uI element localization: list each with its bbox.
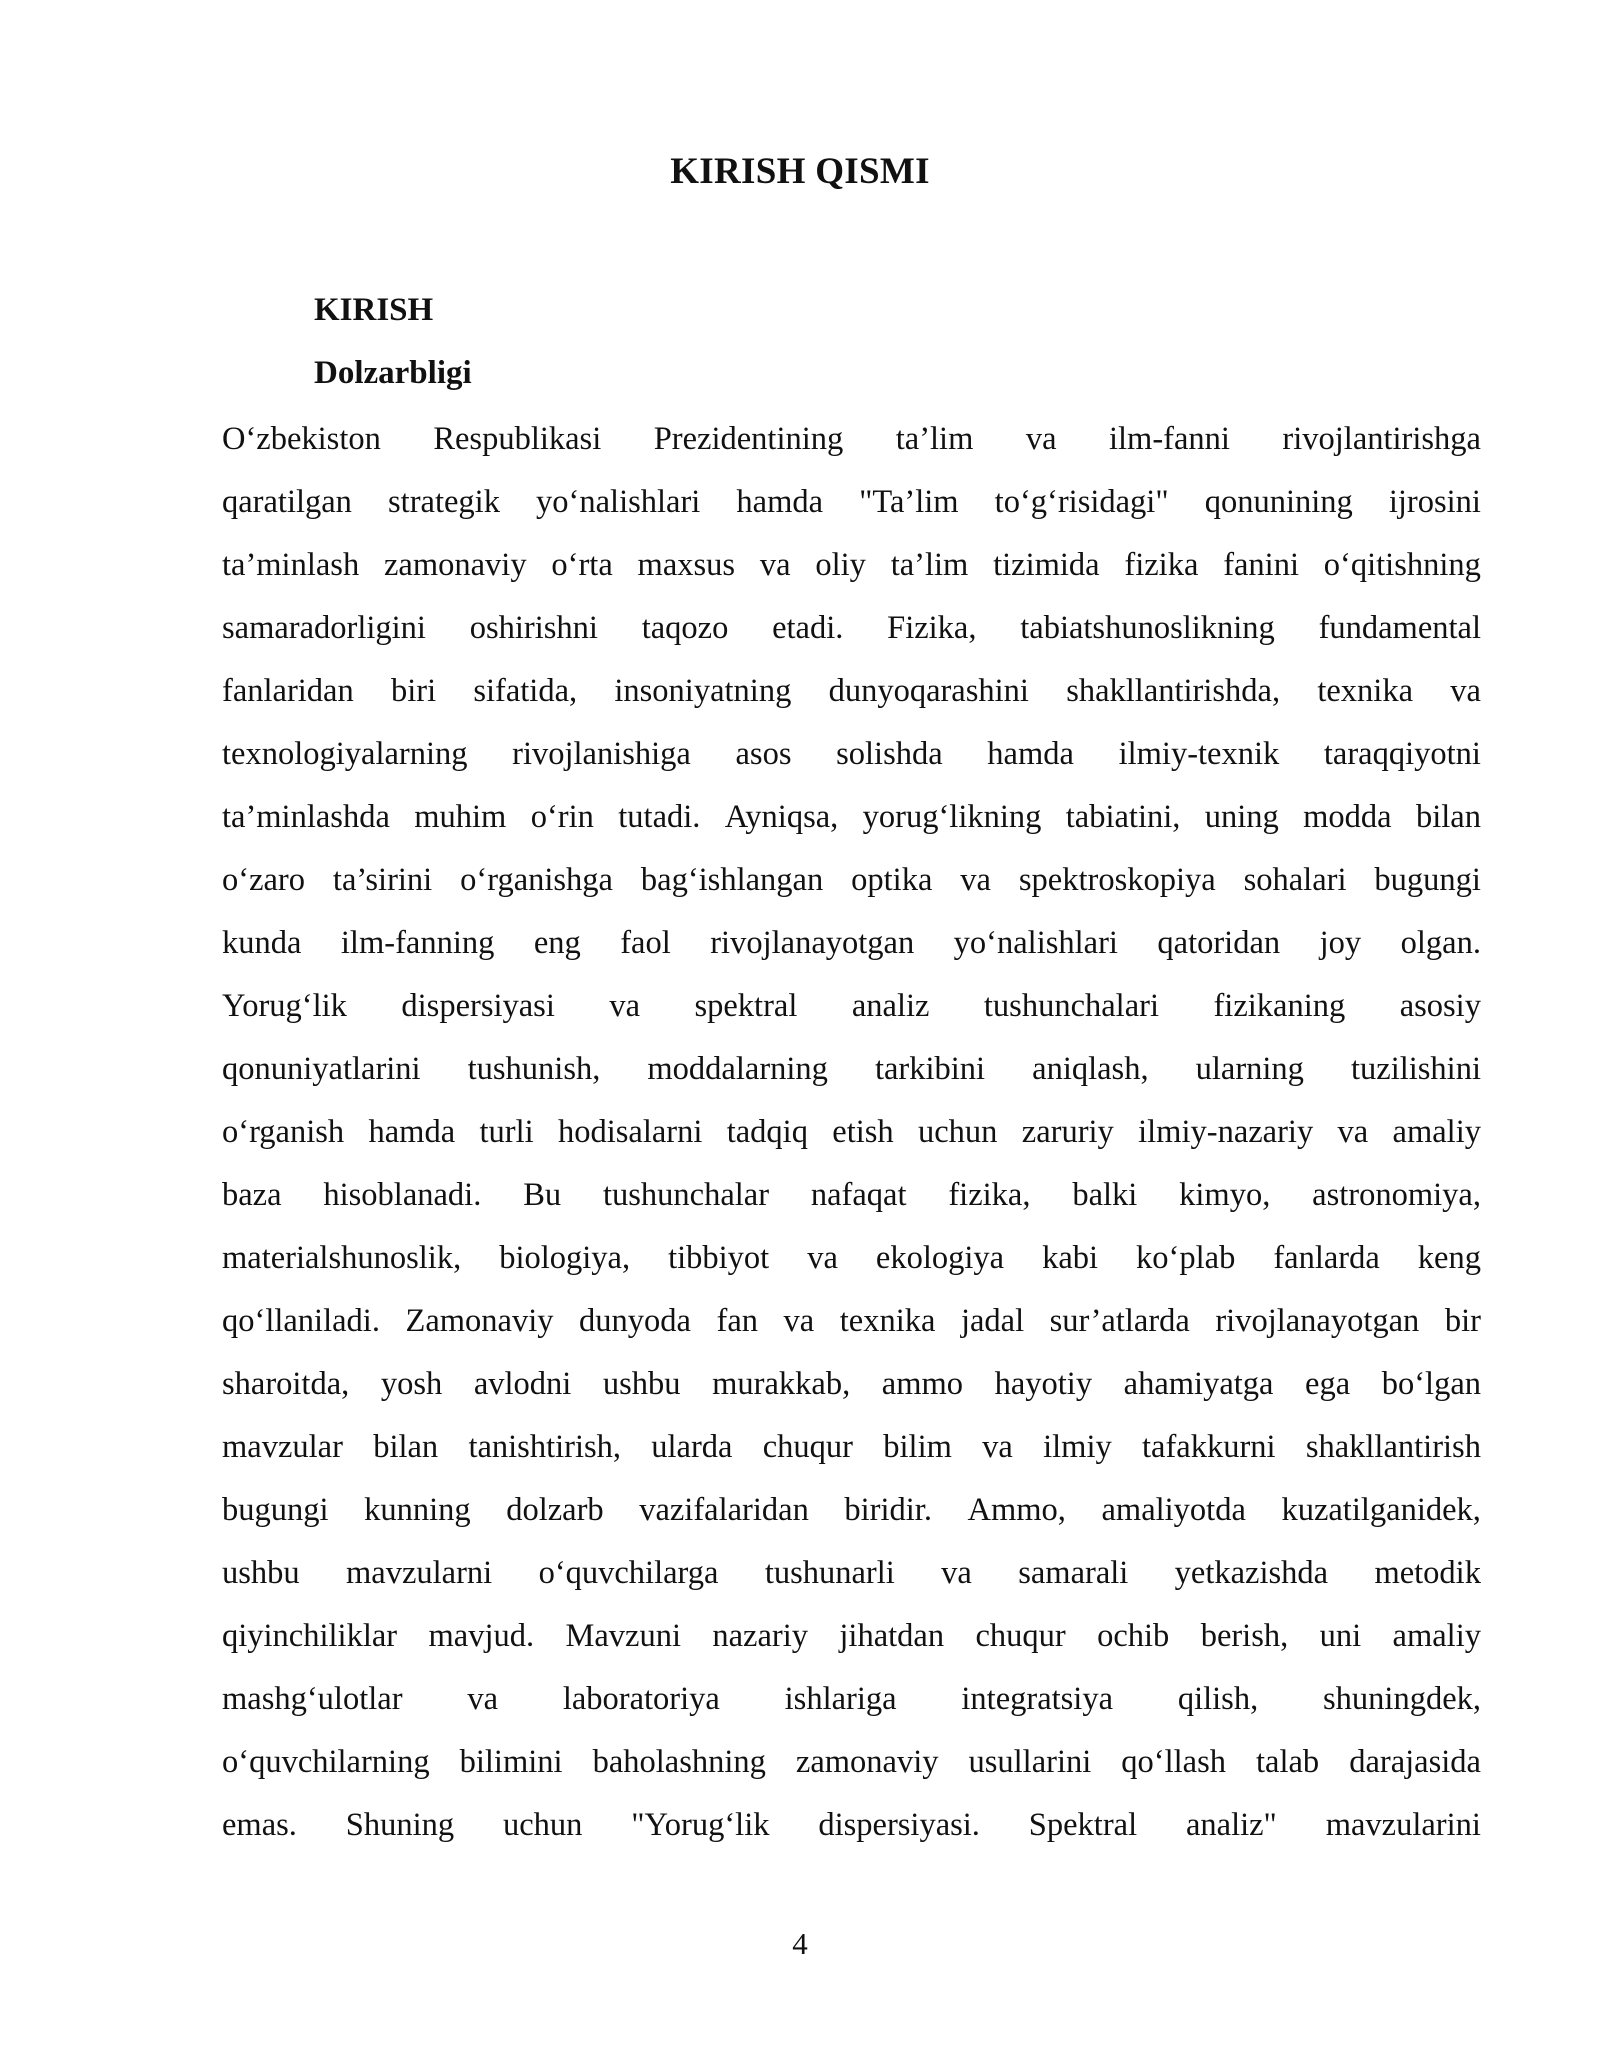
paragraph-line: baza hisoblanadi. Bu tushunchalar nafaqat fizika, balki kimyo, astronomiya, — [222, 1177, 1481, 1213]
paragraph-line: texnologiyalarning rivojlanishiga asos solishda hamda ilmiy-texnik taraqqiyotni — [222, 736, 1481, 772]
paragraph-line: bugungi kunning dolzarb vazifalaridan biridir. Ammo, amaliyotda kuzatilganidek, — [222, 1492, 1481, 1528]
paragraph-line: ushbu mavzularni o‘quvchilarga tushunarli va samarali yetkazishda metodik — [222, 1555, 1481, 1591]
paragraph-line: materialshunoslik, biologiya, tibbiyot va ekologiya kabi ko‘plab fanlarda keng — [222, 1240, 1481, 1276]
paragraph-line: mavzular bilan tanishtirish, ularda chuqur bilim va ilmiy tafakkurni shakllantirish — [222, 1429, 1481, 1465]
paragraph-line: samaradorligini oshirishni taqozo etadi. Fizika, tabiatshunoslikning fundamental — [222, 610, 1481, 646]
paragraph-line: kunda ilm-fanning eng faol rivojlanayotgan yo‘nalishlari qatoridan joy olgan. — [222, 925, 1481, 961]
paragraph-line: qonuniyatlarini tushunish, moddalarning tarkibini aniqlash, ularning tuzilishini — [222, 1051, 1481, 1087]
subsection-heading-dolzarbligi: Dolzarbligi — [314, 355, 472, 391]
paragraph-line: O‘zbekiston Respublikasi Prezidentining ta’lim va ilm-fanni rivojlantirishga — [222, 421, 1481, 457]
paragraph-line: sharoitda, yosh avlodni ushbu murakkab, ammo hayotiy ahamiyatga ega bo‘lgan — [222, 1366, 1481, 1402]
paragraph-line: ta’minlash zamonaviy o‘rta maxsus va oliy ta’lim tizimida fizika fanini o‘qitishning — [222, 547, 1481, 583]
paragraph-line: qo‘llaniladi. Zamonaviy dunyoda fan va texnika jadal sur’atlarda rivojlanayotgan bir — [222, 1303, 1481, 1339]
page-title: KIRISH QISMI — [670, 151, 930, 192]
paragraph-line: o‘zaro ta’sirini o‘rganishga bag‘ishlangan optika va spektroskopiya sohalari bugungi — [222, 862, 1481, 898]
paragraph-line: o‘quvchilarning bilimini baholashning zamonaviy usullarini qo‘llash talab darajasida — [222, 1744, 1481, 1780]
paragraph-line: fanlaridan biri sifatida, insoniyatning dunyoqarashini shakllantirishda, texnika va — [222, 673, 1481, 709]
paragraph-line: qiyinchiliklar mavjud. Mavzuni nazariy jihatdan chuqur ochib berish, uni amaliy — [222, 1618, 1481, 1654]
paragraph-line: qaratilgan strategik yo‘nalishlari hamda "Ta’lim to‘g‘risidagi" qonunining ijrosini — [222, 484, 1481, 520]
paragraph-line: o‘rganish hamda turli hodisalarni tadqiq etish uchun zaruriy ilmiy-nazariy va amaliy — [222, 1114, 1481, 1150]
section-heading-kirish: KIRISH — [314, 292, 434, 328]
paragraph-line: emas. Shuning uchun "Yorug‘lik dispersiyasi. Spektral analiz" mavzularini — [222, 1807, 1481, 1843]
body-paragraph — [222, 408, 1481, 1857]
page-number: 4 — [792, 1926, 808, 1961]
paragraph-line: mashg‘ulotlar va laboratoriya ishlariga integratsiya qilish, shuningdek, — [222, 1681, 1481, 1717]
paragraph-line: ta’minlashda muhim o‘rin tutadi. Ayniqsa, yorug‘likning tabiatini, uning modda bilan — [222, 799, 1481, 835]
paragraph-line: Yorug‘lik dispersiyasi va spektral analiz tushunchalari fizikaning asosiy — [222, 988, 1481, 1024]
